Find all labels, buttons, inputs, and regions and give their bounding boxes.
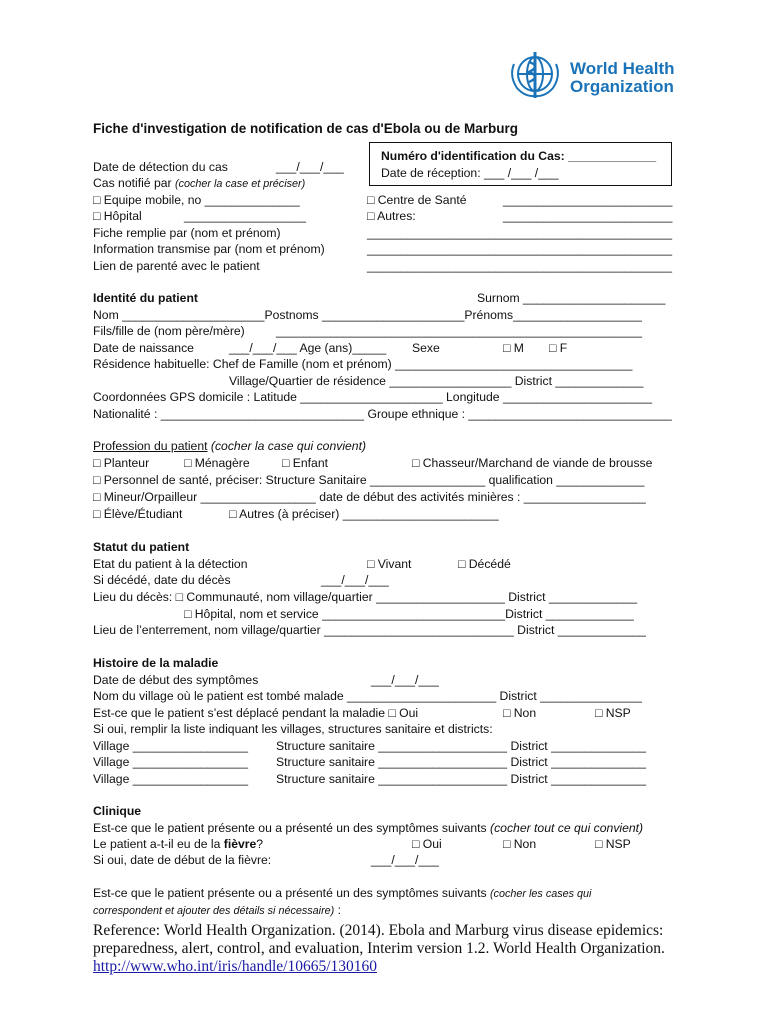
child-checkbox[interactable]: □ Enfant — [282, 456, 328, 470]
alive-checkbox[interactable]: □ Vivant — [367, 557, 412, 571]
death-place-row[interactable]: Lieu du décès: □ Communauté, nom village/quartier ___________________ District _____________ — [93, 590, 637, 604]
moved-nsp-checkbox[interactable]: □ NSP — [595, 706, 631, 720]
detection-date-label: Date de détection du cas — [93, 160, 228, 174]
dead-checkbox[interactable]: □ Décédé — [458, 557, 511, 571]
reception-date-field[interactable]: Date de réception: ___ /___ /___ — [381, 166, 559, 180]
relationship-field[interactable]: _____________________________________________ — [367, 259, 673, 273]
fever-question — [93, 837, 263, 852]
form-title: Fiche d'investigation de notification de cas d'Ebola ou de Marburg — [93, 121, 518, 136]
health-staff-row[interactable]: □ Personnel de santé, préciser: Structure Sanitaire _________________ qualification _____________ — [93, 473, 645, 487]
fever-no-checkbox[interactable]: □ Non — [503, 837, 537, 851]
case-id-field[interactable]: Numéro d'identification du Cas: _____________ — [381, 149, 657, 163]
list-hint: Si oui, remplir la liste indiquant les villages, structures sanitaire et districts: — [93, 722, 493, 736]
filled-by-field[interactable]: _____________________________________________ — [367, 226, 673, 240]
fever-date-field[interactable]: ___/___/___ — [371, 853, 439, 867]
logo-line-2: Organization — [570, 77, 674, 96]
name-row[interactable]: Nom _____________________Postnoms _____________________Prénoms___________________ — [93, 308, 642, 322]
clinical-question-hint: (cocher tout ce qui convient) — [490, 821, 644, 835]
transmitted-by-label: Information transmise par (nom et prénom) — [93, 242, 325, 256]
fever-question-mark: ? — [256, 837, 264, 851]
housewife-checkbox[interactable]: □ Ménagère — [184, 456, 250, 470]
other-profession-row[interactable]: □ Autres (à préciser) _______________________ — [229, 507, 499, 521]
student-checkbox[interactable]: □ Élève/Étudiant — [93, 507, 183, 521]
profession-heading — [93, 439, 366, 454]
history-village-field[interactable]: Village _________________ — [93, 739, 248, 753]
fever-date-label: Si oui, date de début de la fièvre: — [93, 853, 272, 867]
history-structure-field[interactable]: Structure sanitaire ___________________ District ______________ — [276, 772, 646, 786]
nationality-row[interactable]: Nationalité : ______________________________ Groupe ethnique : ______________________________ — [93, 407, 672, 421]
burial-row[interactable]: Lieu de l’enterrement, nom village/quartier ____________________________ District _____________ — [93, 623, 646, 637]
profession-heading-text: Profession du patient — [93, 439, 208, 453]
fever-nsp-checkbox[interactable]: □ NSP — [595, 837, 631, 851]
onset-label: Date de début des symptômes — [93, 673, 259, 687]
male-checkbox[interactable]: □ M — [503, 341, 524, 355]
detection-date-field[interactable]: ___/___/___ — [276, 160, 344, 174]
filled-by-label: Fiche remplie par (nom et prénom) — [93, 226, 281, 240]
health-center-field[interactable]: _________________________ — [503, 193, 673, 207]
notified-by-label — [93, 176, 305, 192]
others-checkbox[interactable]: □ Autres: — [367, 209, 416, 223]
sex-label: Sexe — [412, 341, 440, 355]
mobile-team-checkbox[interactable]: □ Equipe mobile, no ______________ — [93, 193, 300, 207]
history-heading: Histoire de la maladie — [93, 656, 219, 670]
health-center-checkbox[interactable]: □ Centre de Santé — [367, 193, 467, 207]
at-detection-label: Etat du patient à la détection — [93, 557, 248, 571]
profession-hint: (cocher la case qui convient) — [210, 439, 367, 453]
onset-field[interactable]: ___/___/___ — [371, 673, 439, 687]
death-hospital-row[interactable]: □ Hôpital, nom et service ___________________________District _____________ — [184, 607, 634, 621]
gps-row[interactable]: Coordonnées GPS domicile : Latitude _____________________ Longitude ______________________ — [93, 390, 653, 404]
clinical-heading: Clinique — [93, 804, 142, 818]
village-row[interactable]: Village/Quartier de résidence __________________ District _____________ — [229, 374, 644, 388]
parent-label: Fils/fille de (nom père/mère) — [93, 324, 245, 338]
symptoms-question-cont — [93, 903, 341, 919]
hunter-checkbox[interactable]: □ Chasseur/Marchand de viande de brousse — [412, 456, 653, 470]
who-logo-text — [570, 60, 675, 96]
logo-line-1: World Health — [570, 59, 675, 78]
dob-age-field[interactable]: ___/___/___ Age (ans)_____ — [229, 341, 387, 355]
dob-label: Date de naissance — [93, 341, 194, 355]
parent-field[interactable]: ______________________________________________________ — [276, 324, 643, 338]
hospital-field[interactable]: __________________ — [184, 209, 307, 223]
history-structure-field[interactable]: Structure sanitaire ___________________ District ______________ — [276, 739, 646, 753]
symptoms-question-hint-1: (cocher les cases qui — [490, 888, 592, 900]
moved-yes-checkbox[interactable]: Est-ce que le patient s’est déplacé pendant la maladie □ Oui — [93, 706, 419, 720]
death-date-label: Si décédé, date du décès — [93, 573, 231, 587]
clinical-question — [93, 821, 643, 836]
history-village-field[interactable]: Village _________________ — [93, 755, 248, 769]
fever-question-pre: Le patient a-t-il eu de la — [93, 837, 221, 851]
clinical-question-text: Est-ce que le patient présente ou a présenté un des symptômes suivants — [93, 821, 487, 835]
moved-no-checkbox[interactable]: □ Non — [503, 706, 537, 720]
reference-line-2: preparedness, alert, control, and evaluation, Interim version 1.2. World Health Organization. — [93, 940, 665, 957]
farmer-checkbox[interactable]: □ Planteur — [93, 456, 150, 470]
death-date-field[interactable]: ___/___/___ — [321, 573, 389, 587]
symptoms-question — [93, 886, 591, 902]
fever-word: fièvre — [223, 837, 257, 851]
symptoms-question-hint-2: correspondent et ajouter des détails si nécessaire) — [93, 905, 335, 917]
history-village-field[interactable]: Village _________________ — [93, 772, 248, 786]
symptoms-question-text: Est-ce que le patient présente ou a présenté un des symptômes suivants — [93, 886, 487, 900]
reference-line-1: Reference: World Health Organization. (2014). Ebola and Marburg virus disease epidemics: — [93, 922, 664, 939]
notified-by-hint: (cocher la case et préciser) — [174, 178, 306, 190]
reference-link[interactable]: http://www.who.int/iris/handle/10665/130160 — [93, 958, 378, 975]
status-heading: Statut du patient — [93, 540, 190, 554]
notified-by-text: Cas notifié par — [93, 176, 172, 190]
relationship-label: Lien de parenté avec le patient — [93, 259, 260, 273]
surname-field[interactable]: Surnom _____________________ — [477, 291, 666, 305]
identity-heading: Identité du patient — [93, 291, 198, 305]
female-checkbox[interactable]: □ F — [549, 341, 568, 355]
others-field[interactable]: _________________________ — [503, 209, 673, 223]
transmitted-by-field[interactable]: _____________________________________________ — [367, 242, 673, 256]
history-structure-field[interactable]: Structure sanitaire ___________________ District ______________ — [276, 755, 646, 769]
village-ill-row[interactable]: Nom du village où le patient est tombé malade ______________________ District _______________ — [93, 689, 642, 703]
fever-yes-checkbox[interactable]: □ Oui — [412, 837, 442, 851]
miner-row[interactable]: □ Mineur/Orpailleur _________________ date de début des activités minières : __________________ — [93, 490, 646, 504]
residence-row[interactable]: Résidence habituelle: Chef de Famille (nom et prénom) ___________________________________ — [93, 357, 633, 371]
hospital-checkbox[interactable]: □ Hôpital — [93, 209, 142, 223]
symptoms-question-colon: : — [337, 903, 342, 917]
who-emblem-icon — [505, 50, 565, 107]
